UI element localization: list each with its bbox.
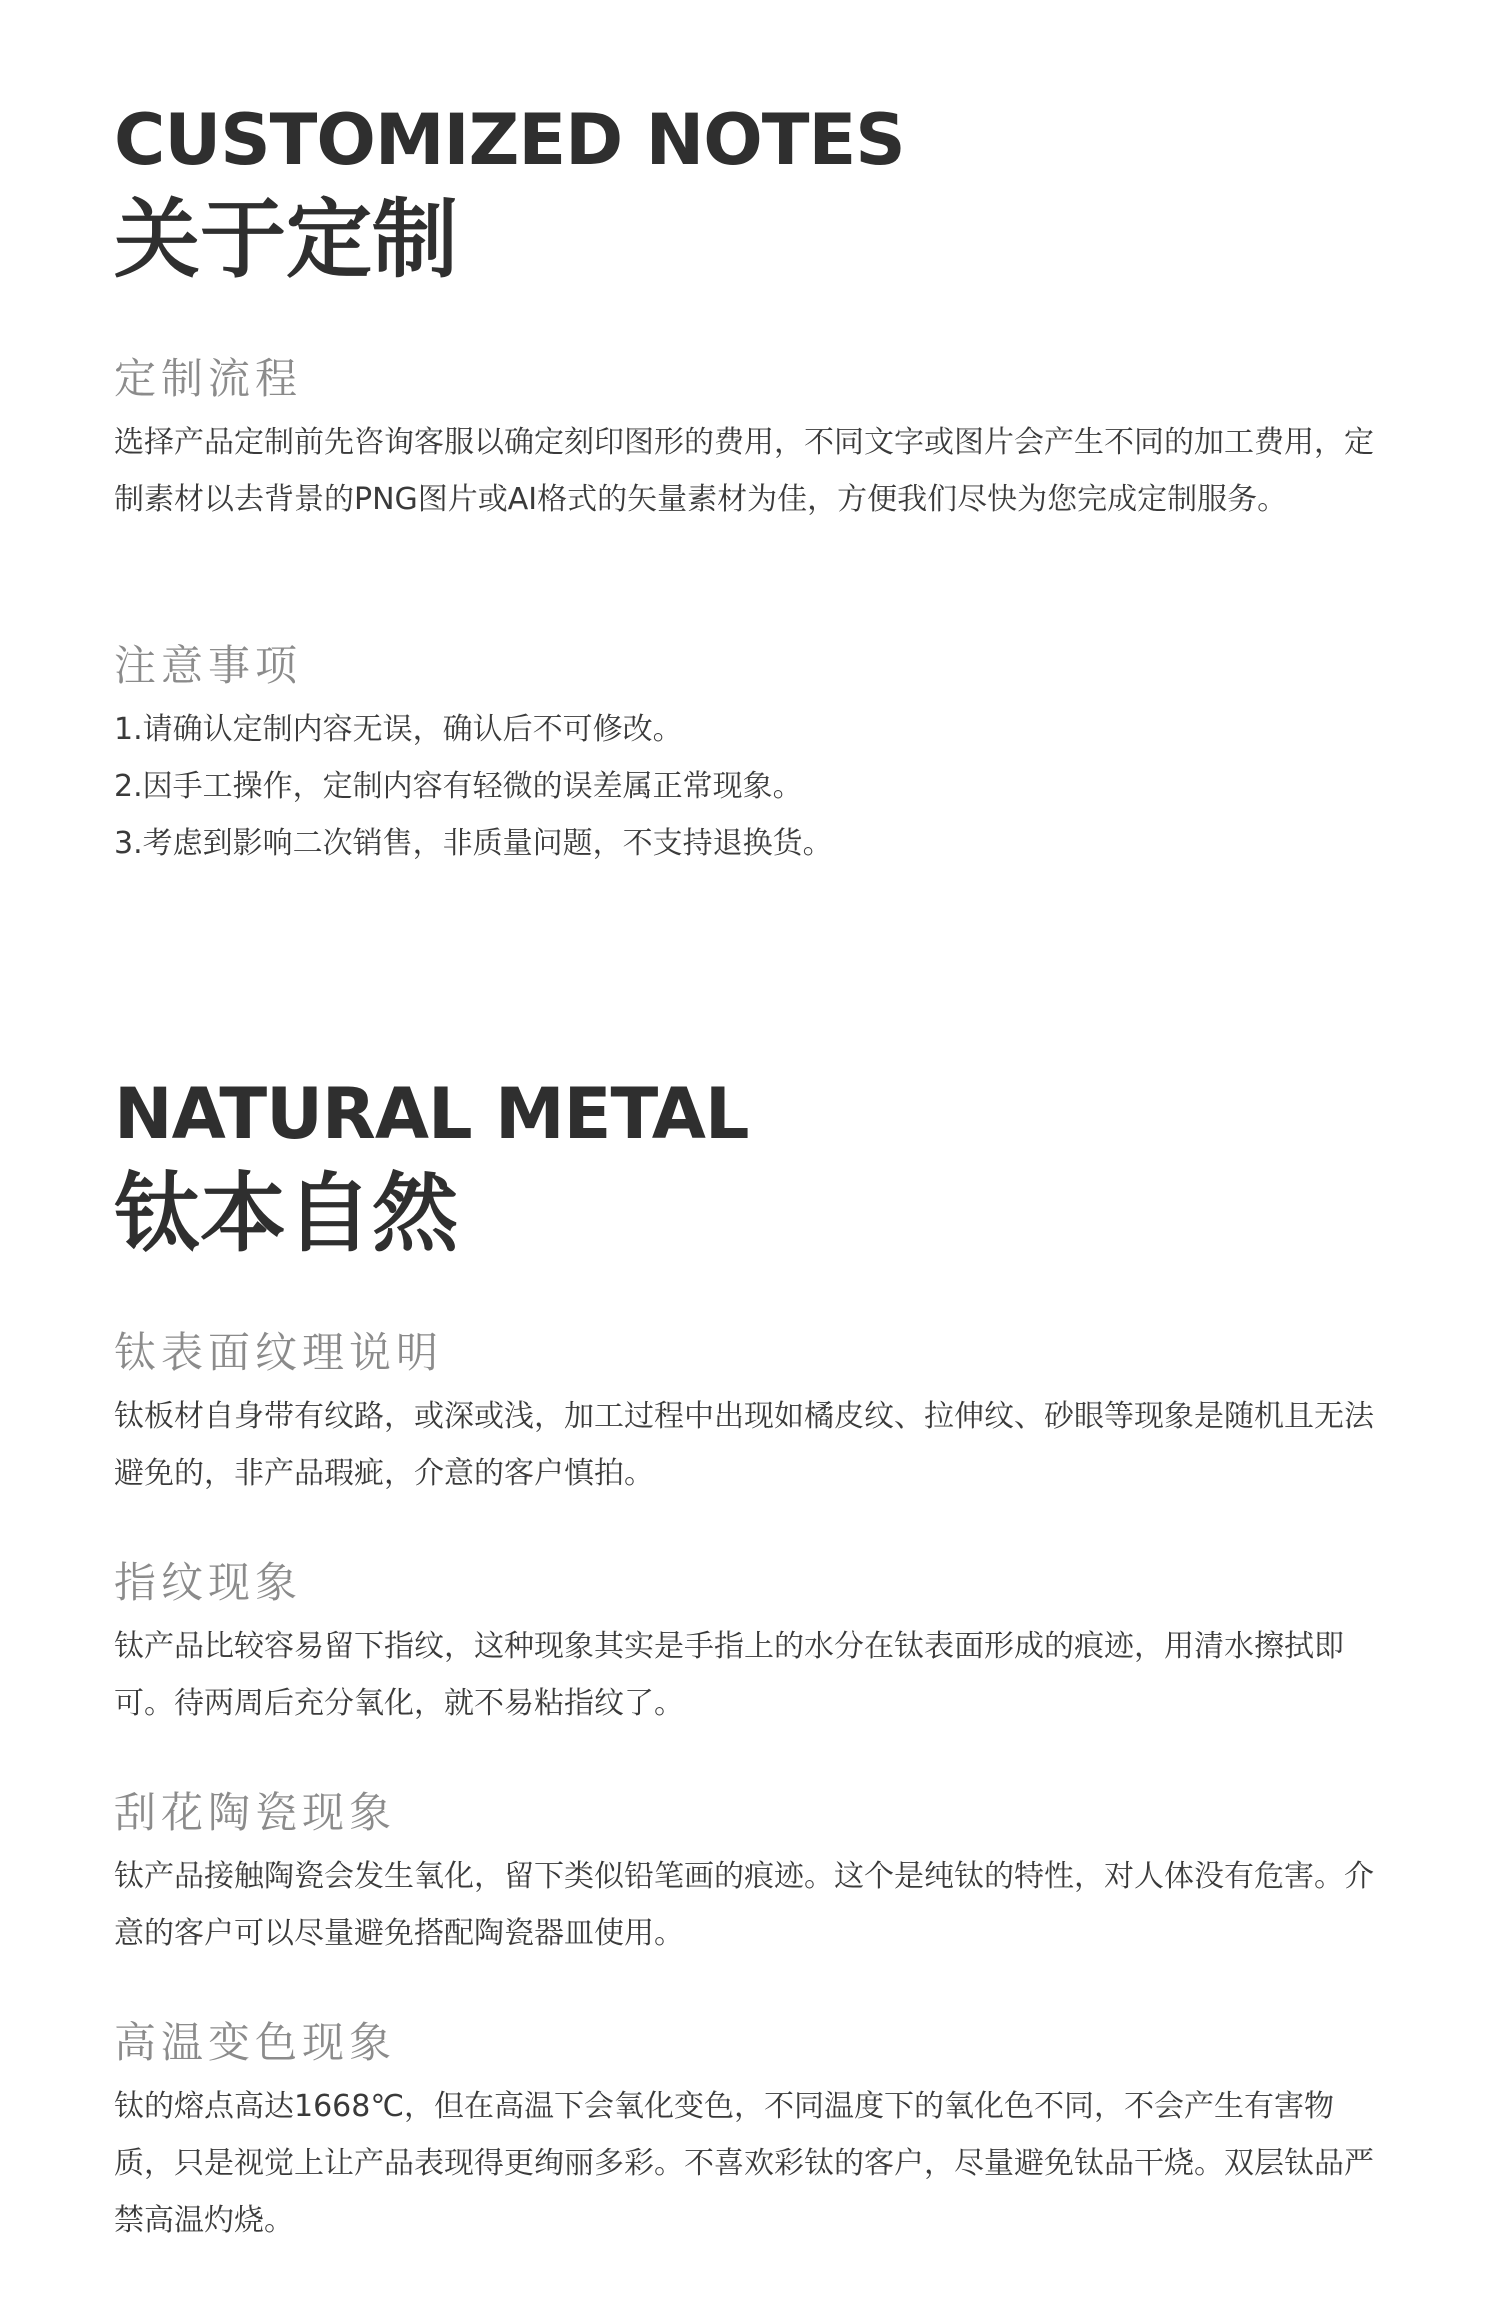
list-item: 1.请确认定制内容无误，确认后不可修改。 [114, 712, 683, 747]
fingerprint-heading: 指纹现象 [114, 1558, 303, 1607]
surface-texture-block [114, 1324, 1386, 1502]
heat-discoloration-heading: 高温变色现象 [114, 2018, 397, 2067]
natural-metal-section [114, 1066, 1386, 2238]
process-text: 选择产品定制前先咨询客服以确定刻印图形的费用，不同文字或图片会产生不同的加工费用，定制素材以去背景的PNG图片或AI格式的矢量素材为佳，方便我们尽快为您完成定制服务。 [114, 425, 1374, 517]
fingerprint-block [114, 1554, 1386, 1732]
surface-texture-heading: 钛表面纹理说明 [114, 1328, 444, 1377]
list-item: 2.因手工操作，定制内容有轻微的误差属正常现象。 [114, 769, 803, 804]
fingerprint-text: 钛产品比较容易留下指纹，这种现象其实是手指上的水分在钛表面形成的痕迹，用清水擦拭即可。待两周后充分氧化，就不易粘指纹了。 [114, 1629, 1344, 1721]
ceramic-scratch-text: 钛产品接触陶瓷会发生氧化，留下类似铅笔画的痕迹。这个是纯钛的特性，对人体没有危害。介意的客户可以尽量避免搭配陶瓷器皿使用。 [114, 1859, 1374, 1951]
ceramic-scratch-block [114, 1784, 1386, 1962]
ceramic-scratch-heading: 刮花陶瓷现象 [114, 1788, 397, 1837]
natural-title-zh: 钛本自然 [114, 1164, 458, 1264]
customization-process-block [114, 350, 1386, 528]
list-item: 3.考虑到影响二次销售，非质量问题，不支持退换货。 [114, 826, 833, 861]
notes-heading: 注意事项 [114, 641, 303, 690]
customized-notes-section [114, 92, 1386, 861]
process-heading: 定制流程 [114, 354, 303, 403]
surface-texture-text: 钛板材自身带有纹路，或深或浅，加工过程中出现如橘皮纹、拉伸纹、砂眼等现象是随机且无法避免的，非产品瑕疵，介意的客户慎拍。 [114, 1399, 1374, 1491]
heat-discoloration-block [114, 2014, 1386, 2249]
notes-block [114, 637, 1386, 872]
notes-list [114, 701, 1386, 872]
natural-title-en: NATURAL METAL [114, 1073, 749, 1155]
heat-discoloration-text: 钛的熔点高达1668℃，但在高温下会氧化变色，不同温度下的氧化色不同，不会产生有害物质，只是视觉上让产品表现得更绚丽多彩。不喜欢彩钛的客户，尽量避免钛品干烧。双层钛品严禁高温灼烧。 [114, 2089, 1374, 2238]
customized-title-zh: 关于定制 [114, 190, 458, 290]
customized-title-en: CUSTOMIZED NOTES [114, 99, 905, 181]
